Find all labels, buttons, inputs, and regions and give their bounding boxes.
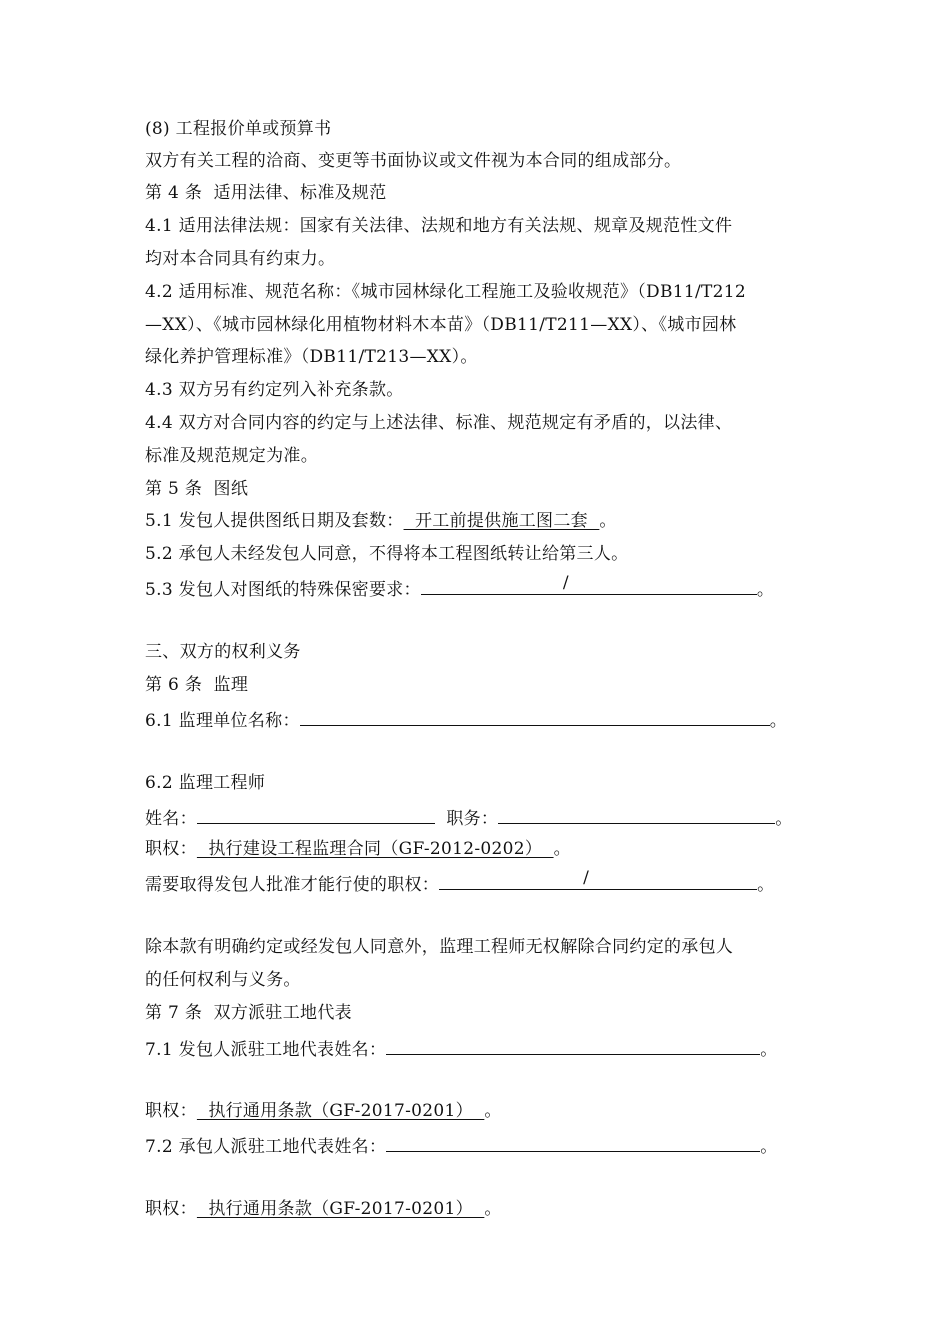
field-label: 姓名： — [145, 809, 197, 829]
authority-line — [145, 838, 571, 860]
punctuation: 。 — [553, 839, 571, 859]
blank-field[interactable] — [439, 868, 757, 890]
text-line: 双方有关工程的洽商、变更等书面协议或文件视为本合同的组成部分。 — [145, 151, 682, 171]
field-label: 职务： — [446, 809, 499, 829]
text-line: 4.3 双方另有约定列入补充条款。 — [145, 380, 404, 400]
text-line: 6.2 监理工程师 — [145, 773, 266, 793]
authority-line — [145, 1198, 502, 1220]
approval-authority-line — [145, 868, 775, 896]
engineer-name-line — [145, 805, 793, 830]
blank-field[interactable] — [386, 1133, 760, 1152]
contractor-rep-line — [145, 1133, 778, 1158]
field-label: 需要取得发包人批准才能行使的职权： — [145, 875, 440, 895]
slash-mark: / — [583, 868, 590, 888]
blank-field[interactable] — [300, 707, 770, 726]
filled-value: 执行建设工程监理合同（GF-2012-0202） — [196, 839, 554, 859]
authority-line — [145, 1100, 502, 1122]
field-label: 职权： — [145, 1101, 197, 1121]
punctuation: 。 — [775, 809, 793, 829]
text-line: 标准及规范规定为准。 — [145, 446, 318, 466]
article-heading: 第 5 条 图纸 — [145, 479, 249, 499]
text-line: 的任何权利与义务。 — [145, 970, 301, 990]
punctuation: 。 — [484, 1199, 502, 1219]
punctuation: 。 — [756, 580, 775, 600]
slash-mark: / — [562, 573, 569, 593]
punctuation: 。 — [484, 1101, 502, 1121]
filled-value: 开工前提供施工图二套 — [403, 511, 600, 531]
blank-field[interactable] — [421, 573, 757, 595]
text-line: —XX）、《城市园林绿化用植物材料木本苗》（DB11/T211—XX）、《城市园林 — [145, 315, 737, 335]
punctuation: 。 — [760, 1137, 778, 1157]
text-line: 4.1 适用法律法规：国家有关法律、法规和地方有关法规、规章及规范性文件 — [145, 216, 733, 236]
filled-value: 执行通用条款（GF-2017-0201） — [196, 1101, 485, 1121]
section-heading: 三、双方的权利义务 — [145, 642, 301, 662]
field-label: 7.2 承包人派驻工地代表姓名： — [145, 1137, 387, 1157]
employer-rep-line — [145, 1036, 778, 1061]
text-line: (8) 工程报价单或预算书 — [145, 119, 332, 139]
text-line: 绿化养护管理标准》（DB11/T213—XX）。 — [145, 347, 478, 367]
field-label: 职权： — [145, 839, 197, 859]
field-label: 5.1 发包人提供图纸日期及套数： — [145, 511, 404, 531]
text-line: 4.2 适用标准、规范名称：《城市园林绿化工程施工及验收规范》（DB11/T212 — [145, 282, 747, 302]
article-heading: 第 4 条 适用法律、标准及规范 — [145, 183, 387, 203]
field-label: 6.1 监理单位名称： — [145, 711, 300, 731]
punctuation: 。 — [760, 1040, 778, 1060]
punctuation: 。 — [769, 711, 788, 731]
text-line: 均对本合同具有约束力。 — [145, 249, 336, 269]
field-label: 职权： — [145, 1199, 197, 1219]
filled-value: 执行通用条款（GF-2017-0201） — [196, 1199, 485, 1219]
text-line: 除本款有明确约定或经发包人同意外，监理工程师无权解除合同约定的承包人 — [145, 937, 734, 957]
punctuation: 。 — [757, 875, 775, 895]
supervisor-unit-line — [145, 707, 787, 732]
blank-field[interactable] — [386, 1036, 760, 1055]
name-blank-field[interactable] — [197, 805, 435, 824]
drawing-supply-line — [145, 510, 617, 532]
confidentiality-line — [145, 573, 775, 601]
field-label: 5.3 发包人对图纸的特殊保密要求： — [145, 580, 421, 600]
article-heading: 第 7 条 双方派驻工地代表 — [145, 1003, 352, 1023]
title-blank-field[interactable] — [498, 805, 775, 824]
field-label: 7.1 发包人派驻工地代表姓名： — [145, 1040, 387, 1060]
text-line: 4.4 双方对合同内容的约定与上述法律、标准、规范规定有矛盾的，以法律、 — [145, 413, 733, 433]
text-line: 5.2 承包人未经发包人同意，不得将本工程图纸转让给第三人。 — [145, 544, 629, 564]
article-heading: 第 6 条 监理 — [145, 675, 249, 695]
punctuation: 。 — [599, 511, 617, 531]
